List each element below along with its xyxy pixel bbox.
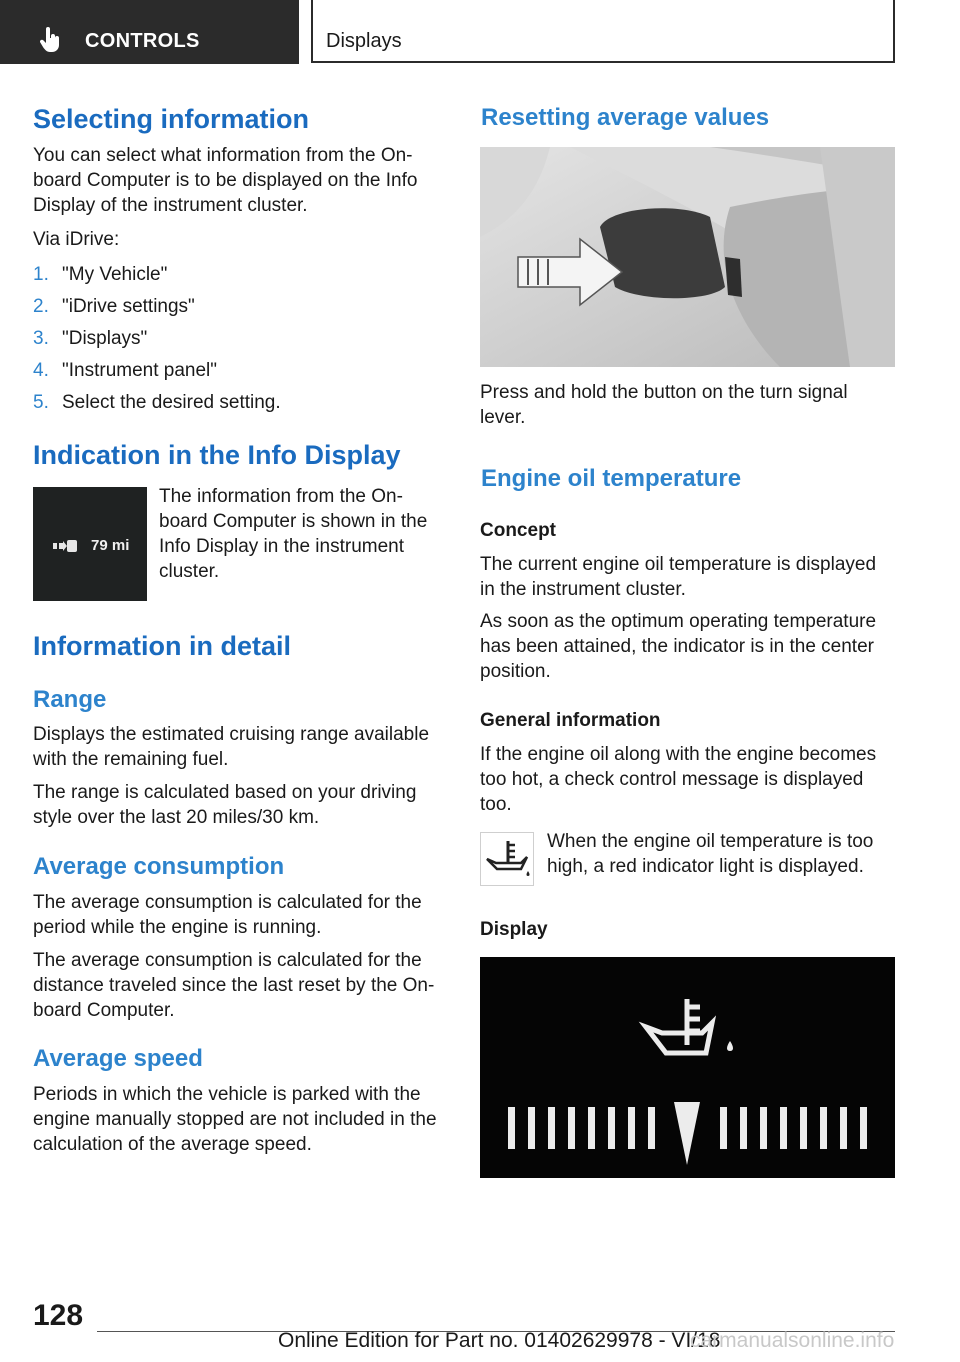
avg-consumption-heading: Average consumption [33,853,285,880]
warning-line-1: When the engine oil temperature is too [547,831,874,852]
indication-line-1: The information from the On- [159,486,403,507]
step-text: "Instrument panel" [62,360,218,381]
avgcons-line-4: distance traveled since the last reset by the On- [33,975,435,996]
step-text: "iDrive settings" [62,296,195,317]
concept-line-1: The current engine oil temperature is displayed [480,554,877,575]
concept-line-2: in the instrument cluster. [480,579,686,600]
avgcons-line-5: board Computer. [33,1000,175,1021]
range-icon [53,538,83,554]
avgcons-line-3: The average consumption is calculated for the [33,950,422,971]
oil-gauge-illustration [480,957,895,1178]
avg-speed-heading: Average speed [33,1045,203,1072]
oil-temperature-display-image [480,957,895,1178]
range-heading: Range [33,686,107,713]
concept-line-5: position. [480,661,551,682]
general-heading: General information [480,710,661,731]
turn-signal-lever-image [480,147,895,367]
concept-heading: Concept [480,520,556,541]
oil-temp-heading: Engine oil temperature [481,465,742,492]
reset-line-1: Press and hold the button on the turn signal [480,382,848,403]
general-line-2: too hot, a check control message is displayed [480,769,864,790]
section-tab [0,0,299,64]
step-text: "My Vehicle" [62,264,168,285]
page-number: 128 [33,1299,84,1332]
section-label: CONTROLS [85,30,200,52]
step-number: 1. [33,264,49,285]
step-number: 5. [33,392,49,413]
step-number: 3. [33,328,49,349]
selecting-line-3: Display of the instrument cluster. [33,195,308,216]
step-text: Select the desired setting. [62,392,281,413]
range-line-1: Displays the estimated cruising range available [33,724,430,745]
via-idrive: Via iDrive: [33,229,120,250]
info-display-image [33,487,147,601]
avgspeed-line-2: engine manually stopped are not included in the [33,1109,437,1130]
general-line-1: If the engine oil along with the engine becomes [480,744,877,765]
indication-heading: Indication in the Info Display [33,440,401,470]
indication-line-4: cluster. [159,561,220,582]
avgcons-line-1: The average consumption is calculated for the [33,892,422,913]
chapter-header [311,0,895,63]
step-number: 4. [33,360,49,381]
display-heading: Display [480,919,548,940]
indication-line-3: Info Display in the instrument [159,536,405,557]
chapter-label: Displays [326,30,402,52]
lever-illustration [480,147,895,367]
oil-warning-symbol [480,832,534,886]
concept-line-4: has been attained, the indicator is in the center [480,636,874,657]
reset-heading: Resetting average values [481,104,770,131]
avgspeed-line-1: Periods in which the vehicle is parked with the [33,1084,421,1105]
warning-line-2: high, a red indicator light is displayed. [547,856,864,877]
range-line-4: style over the last 20 miles/30 km. [33,807,320,828]
concept-line-3: As soon as the optimum operating temperature [480,611,877,632]
selecting-line-2: board Computer is to be displayed on the Info [33,170,418,191]
display-value: 79 mi [91,537,130,554]
edition-text: Online Edition for Part no. 01402629978 - VI/18 [278,1329,721,1352]
selecting-heading: Selecting information [33,104,310,134]
avgcons-line-2: period while the engine is running. [33,917,322,938]
avgspeed-line-3: calculation of the average speed. [33,1134,312,1155]
reset-line-2: lever. [480,407,526,428]
range-line-3: The range is calculated based on your driving [33,782,417,803]
step-number: 2. [33,296,49,317]
oil-temperature-icon [481,833,533,885]
hand-pointer-icon [40,27,62,53]
general-line-3: too. [480,794,512,815]
selecting-line-1: You can select what information from the On- [33,145,413,166]
step-text: "Displays" [62,328,148,349]
gauge-ticks [508,1102,867,1165]
watermark-text: carmanualsonline.info [690,1329,895,1352]
range-line-2: with the remaining fuel. [33,749,229,770]
detail-heading: Information in detail [33,631,292,661]
indication-line-2: board Computer is shown in the [159,511,428,532]
